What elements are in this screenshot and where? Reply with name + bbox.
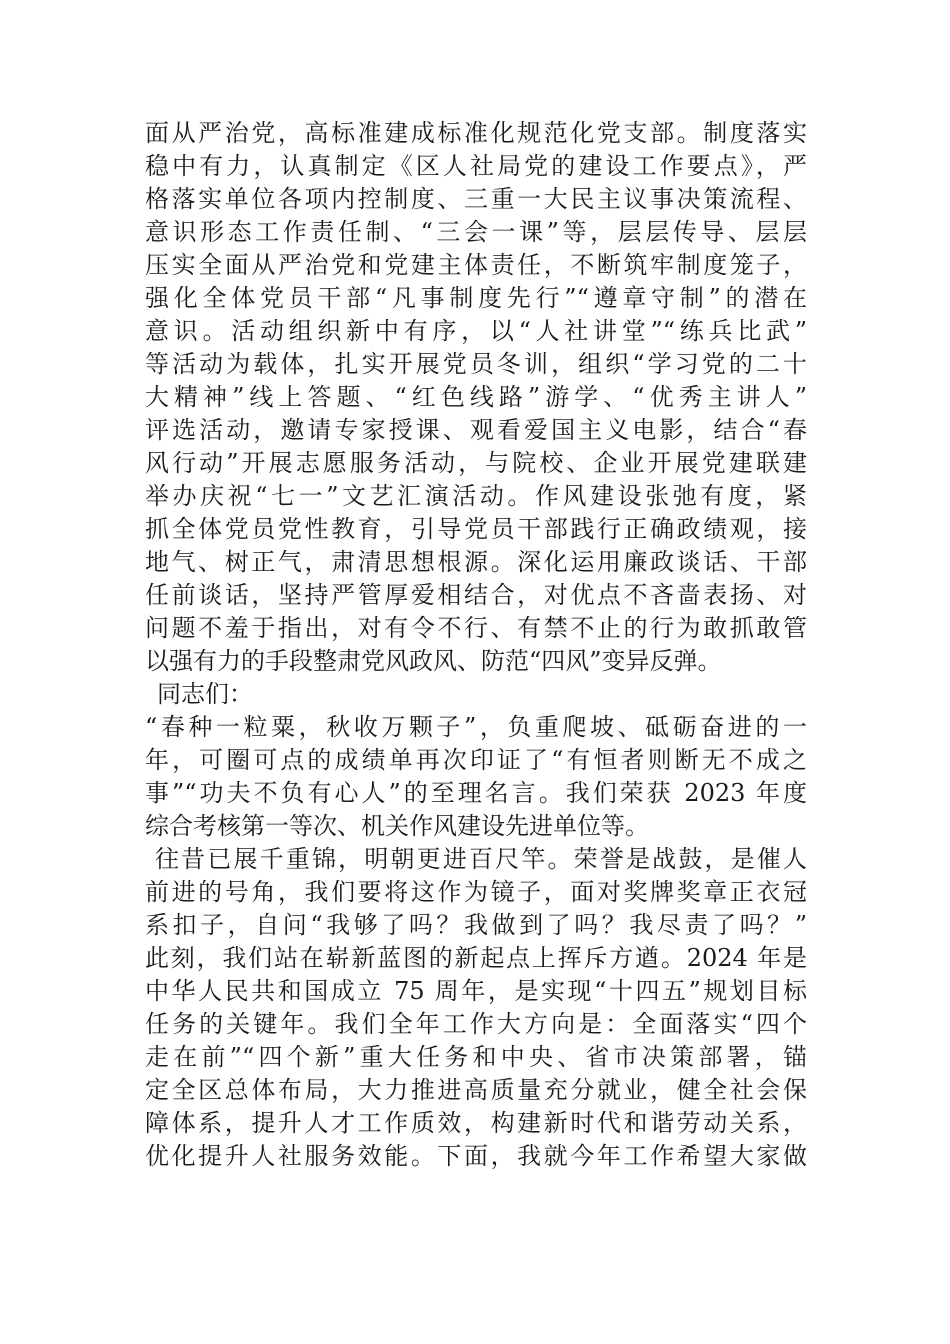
text-line: 任前谈话，坚持严管厚爱相结合，对优点不吝啬表扬、对 bbox=[145, 581, 807, 609]
text-line: 综合考核第一等次、机关作风建设先进单位等。 bbox=[145, 812, 649, 840]
text-line: “春种一粒粟，秋收万颗子”，负重爬坡、砥砺奋进的一 bbox=[145, 713, 807, 741]
text-line: 系扣子，自问“我够了吗？我做到了吗？我尽责了吗？” bbox=[145, 911, 807, 939]
text-line: 问题不羞于指出，对有令不行、有禁不止的行为敢抓敢管 bbox=[145, 614, 807, 642]
text-line: 强化全体党员干部“凡事制度先行”“遵章守制”的潜在 bbox=[145, 284, 807, 312]
text-line: 意识形态工作责任制、“三会一课”等，层层传导、层层 bbox=[145, 218, 807, 246]
paragraph-2 bbox=[145, 711, 807, 843]
text-line: 此刻，我们站在崭新蓝图的新起点上挥斥方遒。2024 年是 bbox=[145, 944, 807, 972]
text-line: 压实全面从严治党和党建主体责任，不断筑牢制度笼子， bbox=[145, 251, 807, 279]
text-line: 以强有力的手段整肃党风政风、防范“四风”变异反弹。 bbox=[145, 647, 722, 675]
text-line: 等活动为载体，扎实开展党员冬训，组织“学习党的二十 bbox=[145, 350, 807, 378]
text-line: 优化提升人社服务效能。下面，我就今年工作希望大家做 bbox=[145, 1142, 807, 1170]
salutation: 同志们： bbox=[157, 680, 253, 708]
text-line: 大精神”线上答题、“红色线路”游学、“优秀主讲人” bbox=[145, 383, 807, 411]
text-line: 意识。活动组织新中有序，以“人社讲堂”“练兵比武” bbox=[145, 317, 807, 345]
text-line: 往昔已展千重锦，明朝更进百尺竿。荣誉是战鼓，是催人 bbox=[155, 845, 807, 873]
text-line: 事”“功夫不负有心人”的至理名言。我们荣获 2023 年度 bbox=[145, 779, 807, 807]
text-line: 障体系，提升人才工作质效，构建新时代和谐劳动关系， bbox=[145, 1109, 807, 1137]
text-line: 中华人民共和国成立 75 周年，是实现“十四五”规划目标 bbox=[145, 977, 807, 1005]
paragraph-3 bbox=[145, 843, 807, 1173]
text-line: 风行动”开展志愿服务活动，与院校、企业开展党建联建 bbox=[145, 449, 807, 477]
paragraph-1 bbox=[145, 117, 807, 678]
text-line: 评选活动，邀请专家授课、观看爱国主义电影，结合“春 bbox=[145, 416, 807, 444]
text-line: 格落实单位各项内控制度、三重一大民主议事决策流程、 bbox=[145, 185, 807, 213]
text-line: 地气、树正气，肃清思想根源。深化运用廉政谈话、干部 bbox=[145, 548, 807, 576]
text-line: 前进的号角，我们要将这作为镜子，面对奖牌奖章正衣冠 bbox=[145, 878, 807, 906]
text-line: 走在前”“四个新”重大任务和中央、省市决策部署，锚 bbox=[145, 1043, 807, 1071]
text-line: 举办庆祝“七一”文艺汇演活动。作风建设张弛有度，紧 bbox=[145, 482, 807, 510]
text-line: 面从严治党，高标准建成标准化规范化党支部。制度落实 bbox=[145, 119, 807, 147]
text-line: 任务的关键年。我们全年工作大方向是：全面落实“四个 bbox=[145, 1010, 807, 1038]
text-line: 稳中有力，认真制定《区人社局党的建设工作要点》，严 bbox=[145, 152, 807, 180]
document-body bbox=[145, 117, 807, 1173]
text-line: 抓全体党员党性教育，引导党员干部践行正确政绩观，接 bbox=[145, 515, 807, 543]
text-line: 定全区总体布局，大力推进高质量充分就业，健全社会保 bbox=[145, 1076, 807, 1104]
text-line: 年，可圈可点的成绩单再次印证了“有恒者则断无不成之 bbox=[145, 746, 807, 774]
